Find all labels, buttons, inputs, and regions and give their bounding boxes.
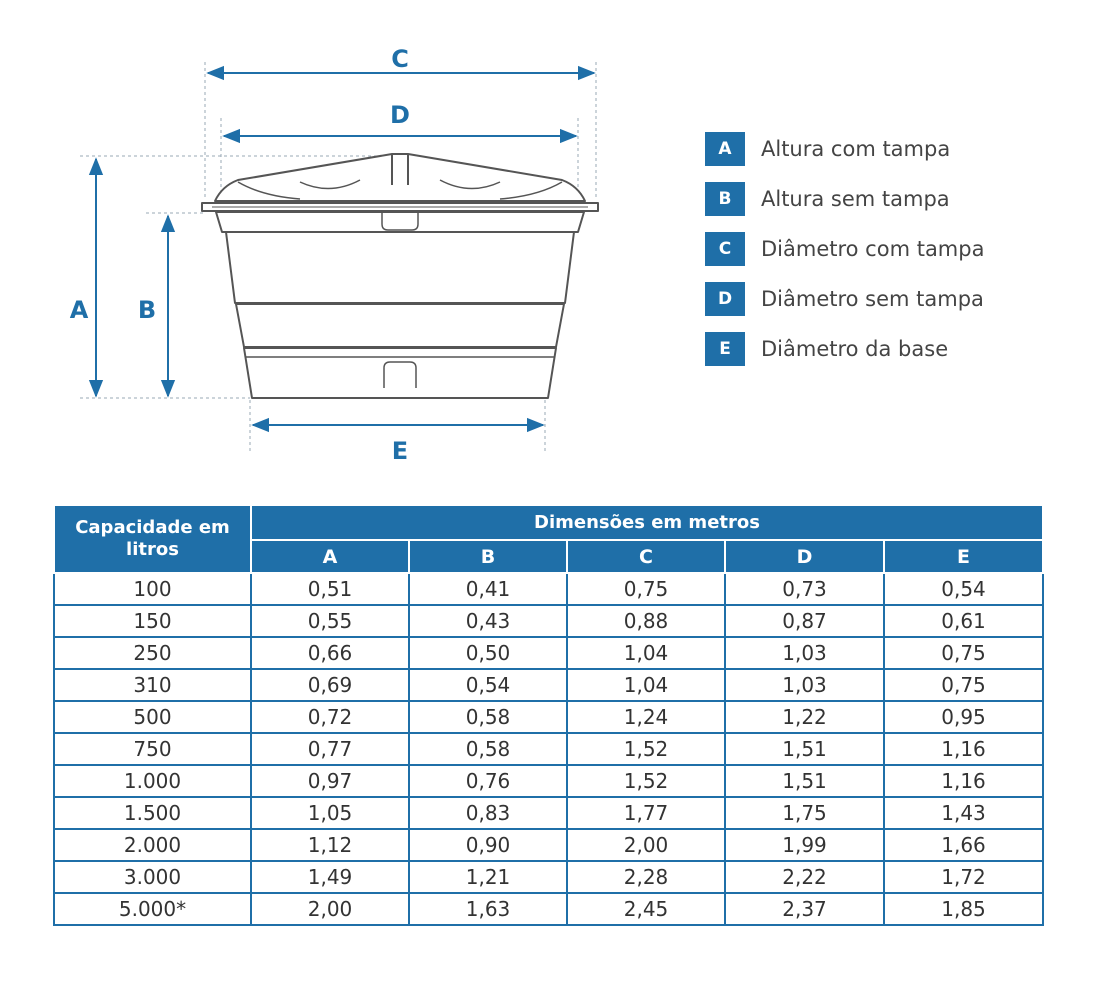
legend-badge-e: E: [705, 332, 745, 366]
dimension-cell: 1,49: [251, 861, 409, 893]
dimension-cell: 0,66: [251, 637, 409, 669]
legend-item-e: [705, 332, 984, 366]
column-header-b: B: [409, 540, 567, 573]
column-header-c: C: [567, 540, 725, 573]
table-row: [54, 669, 1043, 701]
dimension-cell: 1,12: [251, 829, 409, 861]
table-row: [54, 765, 1043, 797]
dimension-cell: 1,75: [725, 797, 884, 829]
legend-text-c: Diâmetro com tampa: [761, 237, 985, 261]
dimension-cell: 1,51: [725, 733, 884, 765]
dimensions-header: Dimensões em metros: [251, 505, 1043, 540]
legend-badge-b: B: [705, 182, 745, 216]
table-row: [54, 573, 1043, 605]
legend-item-d: [705, 282, 984, 316]
dimension-cell: 0,43: [409, 605, 567, 637]
dimension-cell: 1,43: [884, 797, 1043, 829]
dimension-cell: 2,22: [725, 861, 884, 893]
dimension-cell: 1,99: [725, 829, 884, 861]
capacity-cell: 150: [54, 605, 251, 637]
dimension-cell: 0,75: [567, 573, 725, 605]
capacity-cell: 250: [54, 637, 251, 669]
dimension-cell: 1,72: [884, 861, 1043, 893]
label-a: A: [69, 296, 89, 324]
dimension-cell: 0,41: [409, 573, 567, 605]
dimension-cell: 2,00: [251, 893, 409, 925]
dimension-cell: 0,73: [725, 573, 884, 605]
capacity-cell: 5.000*: [54, 893, 251, 925]
dimension-cell: 1,51: [725, 765, 884, 797]
table-row: [54, 893, 1043, 925]
capacity-cell: 310: [54, 669, 251, 701]
legend-item-c: [705, 232, 984, 266]
dimension-cell: 1,63: [409, 893, 567, 925]
dimension-cell: 1,24: [567, 701, 725, 733]
table-row: [54, 861, 1043, 893]
label-e: E: [391, 437, 409, 465]
dimension-cell: 1,52: [567, 733, 725, 765]
dimension-cell: 0,90: [409, 829, 567, 861]
dimension-cell: 0,87: [725, 605, 884, 637]
table-row: [54, 829, 1043, 861]
label-b: B: [137, 296, 157, 324]
legend-badge-c: C: [705, 232, 745, 266]
dimension-cell: 1,16: [884, 733, 1043, 765]
table-row: [54, 797, 1043, 829]
capacity-cell: 2.000: [54, 829, 251, 861]
legend-item-a: [705, 132, 984, 166]
dimension-cell: 0,97: [251, 765, 409, 797]
dimension-cell: 0,75: [884, 637, 1043, 669]
table-row: [54, 637, 1043, 669]
dimension-cell: 1,03: [725, 669, 884, 701]
dimension-cell: 1,85: [884, 893, 1043, 925]
dimension-cell: 0,54: [884, 573, 1043, 605]
table-row: [54, 701, 1043, 733]
dimension-cell: 1,04: [567, 637, 725, 669]
legend-text-d: Diâmetro sem tampa: [761, 287, 984, 311]
dimension-cell: 1,66: [884, 829, 1043, 861]
dimension-cell: 0,83: [409, 797, 567, 829]
dimension-cell: 0,61: [884, 605, 1043, 637]
dimension-cell: 0,76: [409, 765, 567, 797]
column-header-d: D: [725, 540, 884, 573]
dimension-cell: 0,95: [884, 701, 1043, 733]
legend-badge-a: A: [705, 132, 745, 166]
dimension-cell: 1,77: [567, 797, 725, 829]
dimension-cell: 2,37: [725, 893, 884, 925]
dimension-cell: 0,72: [251, 701, 409, 733]
column-header-a: A: [251, 540, 409, 573]
dimension-cell: 1,22: [725, 701, 884, 733]
dimension-cell: 1,04: [567, 669, 725, 701]
capacity-cell: 750: [54, 733, 251, 765]
capacity-cell: 100: [54, 573, 251, 605]
legend-text-a: Altura com tampa: [761, 137, 951, 161]
dimensions-table: [53, 504, 1044, 926]
water-tank-drawing: [202, 154, 598, 398]
dimension-cell: 1,52: [567, 765, 725, 797]
label-c: C: [391, 45, 409, 73]
legend-badge-d: D: [705, 282, 745, 316]
legend: [705, 132, 984, 382]
dimension-cell: 0,88: [567, 605, 725, 637]
capacity-cell: 1.500: [54, 797, 251, 829]
label-d: D: [390, 101, 410, 129]
legend-item-b: [705, 182, 984, 216]
dimension-cell: 1,05: [251, 797, 409, 829]
legend-text-b: Altura sem tampa: [761, 187, 950, 211]
capacity-cell: 1.000: [54, 765, 251, 797]
dimension-cell: 1,16: [884, 765, 1043, 797]
capacity-header: Capacidade em litros: [54, 505, 251, 573]
dimension-cell: 0,55: [251, 605, 409, 637]
dimension-cell: 1,21: [409, 861, 567, 893]
column-header-e: E: [884, 540, 1043, 573]
dimension-cell: 0,77: [251, 733, 409, 765]
dimension-cell: 2,28: [567, 861, 725, 893]
dimension-cell: 2,45: [567, 893, 725, 925]
legend-text-e: Diâmetro da base: [761, 337, 949, 361]
dimension-cell: 0,51: [251, 573, 409, 605]
dimension-cell: 0,58: [409, 733, 567, 765]
dimension-cell: 0,69: [251, 669, 409, 701]
capacity-cell: 3.000: [54, 861, 251, 893]
table-body: [54, 573, 1043, 925]
dimension-cell: 0,50: [409, 637, 567, 669]
capacity-cell: 500: [54, 701, 251, 733]
table-row: [54, 605, 1043, 637]
dimension-cell: 0,54: [409, 669, 567, 701]
dimension-cell: 1,03: [725, 637, 884, 669]
table-row: [54, 733, 1043, 765]
dimension-cell: 0,75: [884, 669, 1043, 701]
dimension-cell: 2,00: [567, 829, 725, 861]
dimension-cell: 0,58: [409, 701, 567, 733]
